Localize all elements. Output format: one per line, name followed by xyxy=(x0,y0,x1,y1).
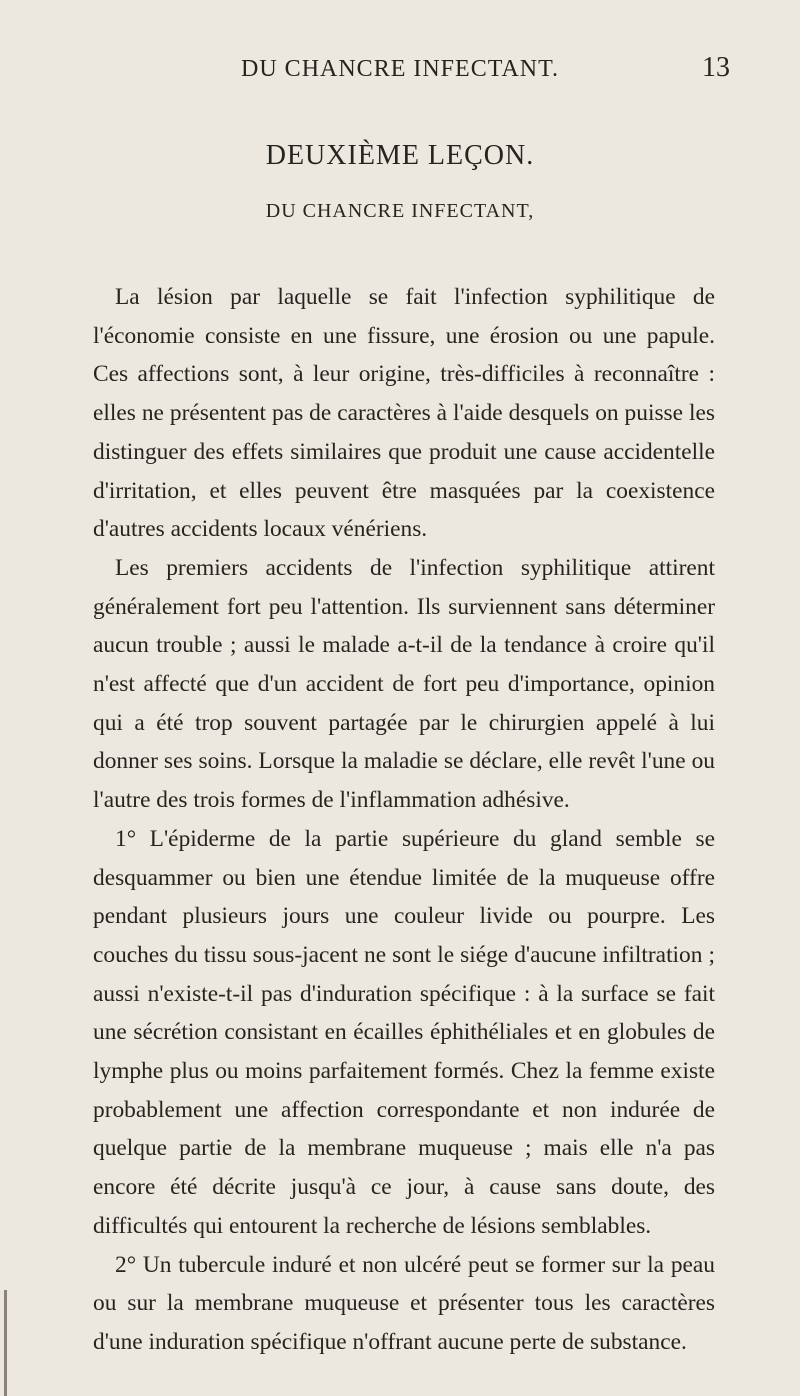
paragraph-1: La lésion par laquelle se fait l'infection syphilitique de l'économie consiste en une fissure, une érosion ou une papule. Ces affections sont, à leur origine, très-difficiles à reconnaître : elles ne présentent pas de caractères à l'aide desquels on puisse les distinguer des effets similaires que produit une cause accidentelle d'irritation, et elles peuvent être masquées par la coexistence d'autres accidents locaux vénériens. xyxy=(93,284,715,543)
paragraph-2: Les premiers accidents de l'infection syphilitique attirent généralement fort peu l'attention. Ils surviennent sans déterminer aucun trouble ; aussi le malade a-t-il de la tendance à croire qu'il n'est affecté que d'un accident de fort peu d'importance, opinion qui a été trop souvent partagée par le chirurgien appelé à lui donner ses soins. Lorsque la maladie se déclare, elle revêt l'une ou l'autre des trois formes de l'inflammation adhésive. xyxy=(93,554,715,814)
page-edge-shadow xyxy=(4,1290,7,1396)
running-title: DU CHANCRE INFECTANT. xyxy=(241,56,559,82)
lesson-title: DEUXIÈME LEÇON. xyxy=(265,140,535,171)
page-number: 13 xyxy=(702,52,730,83)
paragraph-3: 1° L'épiderme de la partie supérieure du gland semble se desquammer ou bien une étendue limitée de la muqueuse offre pendant plusieurs jours une couleur livide ou pourpre. Les couches du tissu sous-jacent ne sont le siége d'aucune infiltration ; aussi n'existe-t-il pas d'induration spécifique : à la surface se fait une sécrétion consistant en écailles éphithéliales et en globules de lymphe plus ou moins parfaitement formés. Chez la femme existe probablement une affection correspondante et non indurée de quelque partie de la membrane muqueuse ; mais elle n'a pas encore été décrite jusqu'à ce jour, à cause sans doute, des difficultés qui entourent la recherche de lésions semblables. xyxy=(93,825,715,1239)
lesson-subtitle: DU CHANCRE INFECTANT, xyxy=(265,200,535,222)
body-text xyxy=(93,278,715,1362)
paragraph-4: 2° Un tubercule induré et non ulcéré peut se former sur la peau ou sur la membrane muqueuse et présenter tous les caractères d'une induration spécifique n'offrant aucune perte de substance. xyxy=(93,1251,715,1355)
